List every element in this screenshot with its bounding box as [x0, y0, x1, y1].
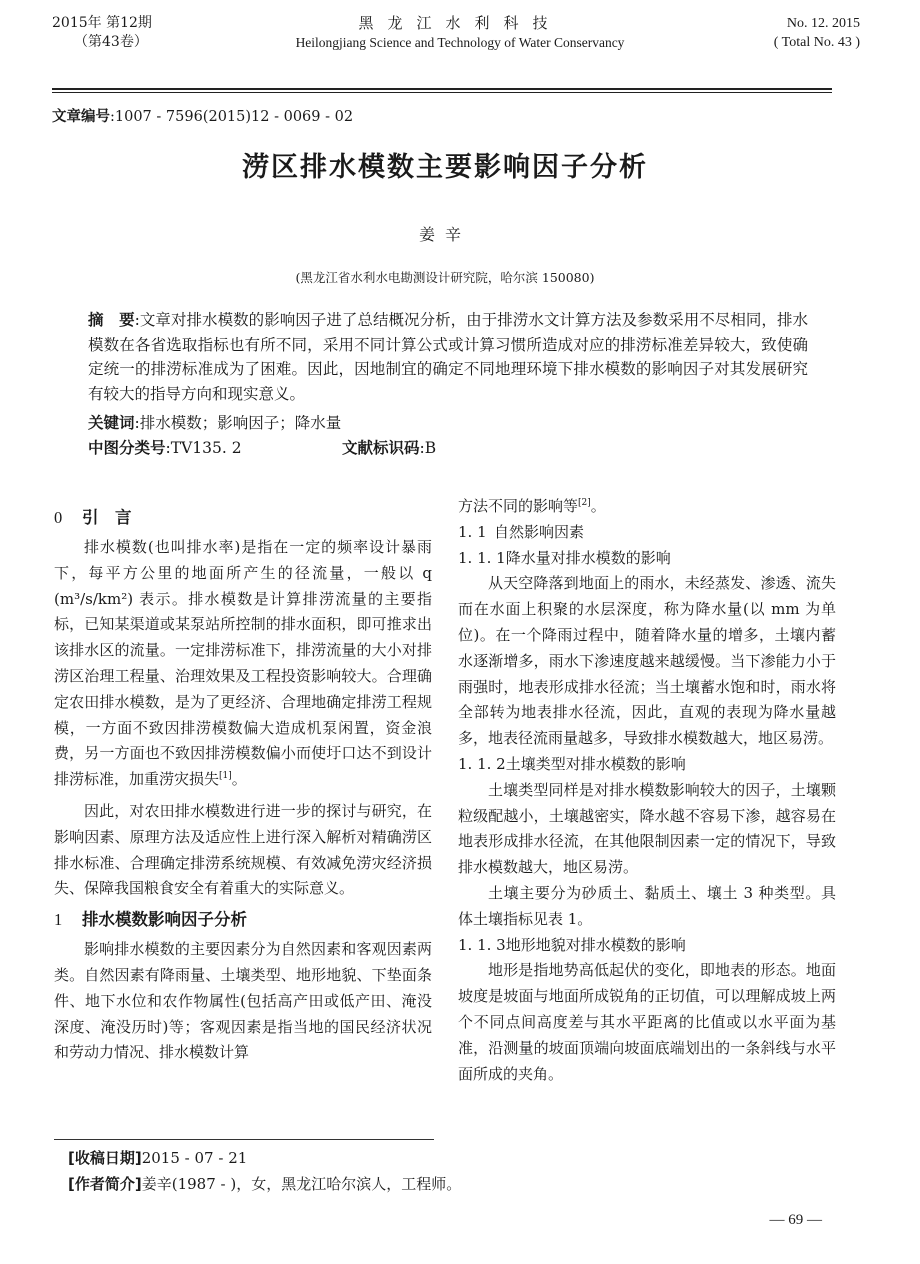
running-header-right: [774, 14, 860, 52]
right-column: [458, 494, 836, 1087]
issue-number-en: No. 12. 2015: [786, 16, 860, 31]
section-number: 0: [54, 508, 63, 527]
section-heading-1: [54, 906, 432, 934]
subsection-title: 地形地貌对排水模数的影响: [505, 935, 686, 954]
section-number: 1: [54, 910, 63, 930]
paragraph-text: 排水模数(也叫排水率)是指在一定的频率设计暴雨下，每平方公里的地面所产生的径流量，一般以 q (m³/s/km²) 表示。排水模数是计算排涝流量的主要指标，已知某渠道或某泵站所控制的排水面积，即可推求出该排水区的流量。一定排涝标准下，排涝流量的大小对排涝区治理工程量、治理效果及工程投资影响较大。合理确定农田排水模数，是为了更经济、合理地确定排涝工程规模，一方面不致因排涝模数偏大造成机泵闲置，资金浪费，另一方面也不致因排涝模数偏小而使圩口达不到设计排涝标准，加重涝灾损失: [54, 538, 432, 789]
paragraph-factors: 影响排水模数的主要因素分为自然因素和客观因素两类。自然因素有降雨量、土壤类型、地形地貌、下垫面条件、地下水位和农作物属性(包括高产田或低产田、淹没深度、淹没历时)等；客观因素是指当地的国民经济状况和劳动力情况、排水模数计算: [54, 940, 432, 1062]
paragraph-text: 方法不同的影响等: [458, 497, 579, 515]
citation-ref: [1]: [219, 771, 232, 782]
subsection-title: 自然影响因素: [494, 522, 585, 541]
header-rule-thick: [52, 88, 832, 90]
clc-label: 中图分类号: [88, 439, 166, 457]
author-bio-value: 姜辛(1987 - )，女，黑龙江哈尔滨人，工程师。: [141, 1175, 462, 1193]
subsection-number: 1. 1. 3: [458, 935, 506, 954]
article-title: 涝区排水模数主要影响因子分析: [242, 152, 648, 183]
paragraph-precipitation: 从天空降落到地面上的雨水，未经蒸发、渗透、流失而在水面上积聚的水层深度，称为降水量(以 mm 为单位)。在一个降雨过程中，随着降水量的增多，土壤内蓄水逐渐增多，雨水下渗速度越来越缓慢。当下渗能力小于雨强时，地表形成排水径流；当土壤蓄水饱和时，雨水将全部转为地表排水径流，因此，直观的表现为降水量越多，地表径流雨量越多，导致排水模数越大，地区易涝。: [458, 574, 836, 748]
article-number: [52, 105, 353, 126]
abstract-label: 摘 要: [88, 311, 135, 329]
doc-code-label: 文献标识码: [342, 439, 420, 457]
article-number-label: 文章编号: [52, 109, 110, 125]
citation-ref: [2]: [578, 498, 591, 508]
keywords-label: 关键词: [88, 414, 135, 432]
subsection-heading-1-1: [458, 520, 836, 546]
keywords: [88, 411, 808, 435]
running-header-left: [52, 14, 152, 52]
author-bio-label: [作者简介]: [68, 1175, 142, 1193]
paragraph-soil-type: 土壤类型同样是对排水模数影响较大的因子，土壤颗粒级配越小，土壤越密实，降水越不容易下渗，越容易在地表形成排水径流，在其他限制因素一定的情况下，导致排水模数越大，地区易涝。: [458, 780, 836, 877]
abstract-text: :文章对排水模数的影响因子进了总结概况分析，由于排涝水文计算方法及参数采用不尽相同，排水模数在各省选取指标也有所不同，采用不同计算公式或计算习惯所造成对应的排涝标准差异较大，致使确定统一的排涝标准成为了困难。因此，因地制宜的确定不同地理环境下排水模数的影响因子对其发展研究有较大的指导方向和现实意义。: [88, 311, 808, 403]
clc-value: :TV135. 2: [165, 439, 242, 457]
author-name: 姜辛: [418, 225, 471, 244]
paragraph-intro-1: [54, 535, 432, 793]
journal-name-cn: 黑龙江水利科技: [358, 14, 562, 32]
subsection-title: 土壤类型对排水模数的影响: [505, 754, 686, 773]
journal-name-en: Heilongjiang Science and Technology of Water Conservancy: [295, 35, 625, 50]
keywords-text: :排水模数；影响因子；降水量: [134, 414, 342, 432]
total-number-en: ( Total No. 43 ): [773, 35, 860, 50]
paragraph-soil-classes: 土壤主要分为砂质土、黏质土、壤土 3 种类型。具体土壤指标见表 1。: [458, 883, 836, 928]
paragraph-end: 。: [590, 497, 606, 515]
subsection-number: 1. 1: [458, 522, 487, 541]
doc-code-value: :B: [419, 439, 437, 457]
section-title: 引 言: [82, 508, 132, 527]
running-header-center: [240, 14, 680, 52]
subsection-heading-1-1-3: [458, 933, 836, 959]
subsection-number: 1. 1. 2: [458, 754, 506, 773]
page-number: — 69 —: [769, 1212, 822, 1228]
subsection-number: 1. 1. 1: [458, 548, 506, 567]
paragraph-intro-2: 因此，对农田排水模数进行进一步的探讨与研究，在影响因素、原理方法及适应性上进行深入解析对精确涝区排水标准、合理确定排涝系统规模、有效减免涝灾经济损失、保障我国粮食安全有着重大的实际意义。: [54, 801, 432, 898]
subsection-heading-1-1-1: [458, 546, 836, 572]
footnote-rule: [54, 1139, 434, 1140]
paragraph-terrain: 地形是指地势高低起伏的变化，即地表的形态。地面坡度是坡面与地面所成锐角的正切值，可以理解成坡上两个不同点间高度差与其水平距离的比值或以水平面为基准，沿测量的坡面顶端向坡面底端划出的一条斜线与水平面所成的夹角。: [458, 961, 836, 1083]
received-value: 2015 - 07 - 21: [141, 1149, 248, 1167]
received-date: [68, 1146, 247, 1170]
article-number-value: :1007 - 7596(2015)12 - 0069 - 02: [110, 109, 354, 125]
header-rule-thin: [52, 92, 832, 93]
section-title: 排水模数影响因子分析: [82, 910, 247, 930]
section-heading-0: [54, 504, 432, 532]
volume: （第43卷）: [74, 34, 148, 50]
document-code: [342, 436, 642, 460]
year-issue: 2015年 第12期: [52, 15, 152, 31]
left-column: [54, 502, 432, 1066]
subsection-title: 降水量对排水模数的影响: [505, 548, 671, 567]
author-bio: [68, 1172, 461, 1196]
paragraph-continued: [458, 494, 836, 520]
paragraph-end: 。: [231, 770, 247, 789]
abstract: [88, 308, 808, 406]
subsection-heading-1-1-2: [458, 752, 836, 778]
received-label: [收稿日期]: [68, 1149, 142, 1167]
author-affiliation: (黑龙江省水利水电勘测设计研究院，哈尔滨 150080): [295, 270, 595, 285]
